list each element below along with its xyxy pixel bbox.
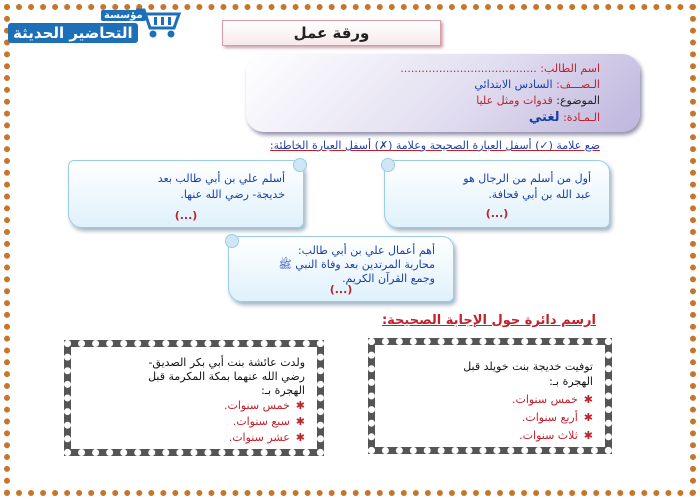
subject-label: الـمـادة:	[563, 111, 600, 124]
brand-logo	[6, 4, 184, 44]
mcq-1-question-line-2: الهجرة بـ:	[549, 375, 593, 388]
mcq-card-1	[368, 338, 612, 454]
mcq-1-option-1[interactable]: ✱خمس سنوات.	[511, 393, 593, 406]
student-info-card	[246, 54, 640, 132]
statement-card-1	[384, 160, 610, 228]
statement-2-answer[interactable]: (...)	[174, 209, 198, 222]
mcq-1-option-2[interactable]: ✱أربع سنوات.	[521, 411, 593, 424]
statement-1-line-2: عبد الله بن أبي قحافة.	[488, 188, 591, 201]
mcq-2-question-line-2: رضي الله عنهما بمكة المكرمة قبل	[148, 370, 305, 383]
mcq-2-question-line-3: الهجرة بـ:	[261, 384, 305, 397]
logo-top-text: مؤسسة	[101, 10, 146, 21]
asterisk-icon: ✱	[295, 399, 305, 412]
statement-1-answer[interactable]: (...)	[485, 207, 509, 220]
statement-2-line-1: أسلم علي بن أبي طالب بعد	[157, 172, 285, 185]
subject-value: لغتي	[528, 110, 560, 125]
mcq-2-option-3[interactable]: ✱عشر سنوات.	[228, 431, 305, 444]
topic-value: قدوات ومثل عليا	[476, 94, 553, 107]
asterisk-icon: ✱	[583, 429, 593, 442]
mcq-section-title: ارسم دائرة حول الإجابة الصحيحة:	[381, 313, 596, 328]
true-false-instruction: ضع علامة (✓) أسفل العبارة الصحيحة وعلامة (✗) أسفل العبارة الخاطئة:	[269, 139, 600, 152]
asterisk-icon: ✱	[295, 431, 305, 444]
class-row	[474, 78, 600, 91]
statement-3-line-1: أهم أعمال علي بن أبي طالب:	[297, 244, 435, 257]
statement-3-answer[interactable]: (...)	[329, 283, 353, 296]
statement-1-line-1: أول من أسلم من الرجال هو	[463, 172, 591, 185]
scroll-curl	[225, 234, 239, 248]
scroll-curl	[381, 158, 395, 172]
subject-row	[529, 110, 600, 125]
student-name-field[interactable]: .......................................	[400, 62, 537, 75]
statement-2-line-2: خديجة- رضي الله عنها.	[180, 188, 285, 201]
topic-label: الموضوع:	[556, 94, 600, 107]
mcq-2-option-2[interactable]: ✱سبع سنوات.	[232, 415, 305, 428]
scroll-curl	[293, 158, 307, 172]
worksheet-title: ورقة عمل	[222, 20, 441, 46]
student-name-row	[400, 62, 600, 75]
mcq-2-question-line-1: ولدت عائشة بنت أبي بكر الصديق-	[148, 356, 305, 369]
statement-3-line-2: محاربة المرتدين بعد وفاة النبي ﷺ	[278, 258, 435, 271]
mcq-card-2	[64, 340, 324, 456]
logo-main-text: التحاضير الحديثة	[8, 23, 138, 43]
mcq-1-option-3[interactable]: ✱ثلاث سنوات.	[519, 429, 593, 442]
asterisk-icon: ✱	[583, 393, 593, 406]
class-label: الـصـــف:	[556, 78, 600, 91]
student-name-label: اسم الطالب:	[540, 62, 600, 75]
mcq-2-option-1[interactable]: ✱خمس سنوات.	[223, 399, 305, 412]
mcq-1-question-line-1: توفيت خديجة بنت خويلد قبل	[463, 360, 593, 373]
topic-row	[476, 94, 600, 107]
class-value: السادس الابتدائي	[474, 78, 553, 91]
statement-card-3	[228, 236, 454, 302]
asterisk-icon: ✱	[295, 415, 305, 428]
statement-card-2	[68, 160, 304, 228]
asterisk-icon: ✱	[583, 411, 593, 424]
statement-3-line-3: وجمع القرآن الكريم.	[342, 272, 435, 285]
